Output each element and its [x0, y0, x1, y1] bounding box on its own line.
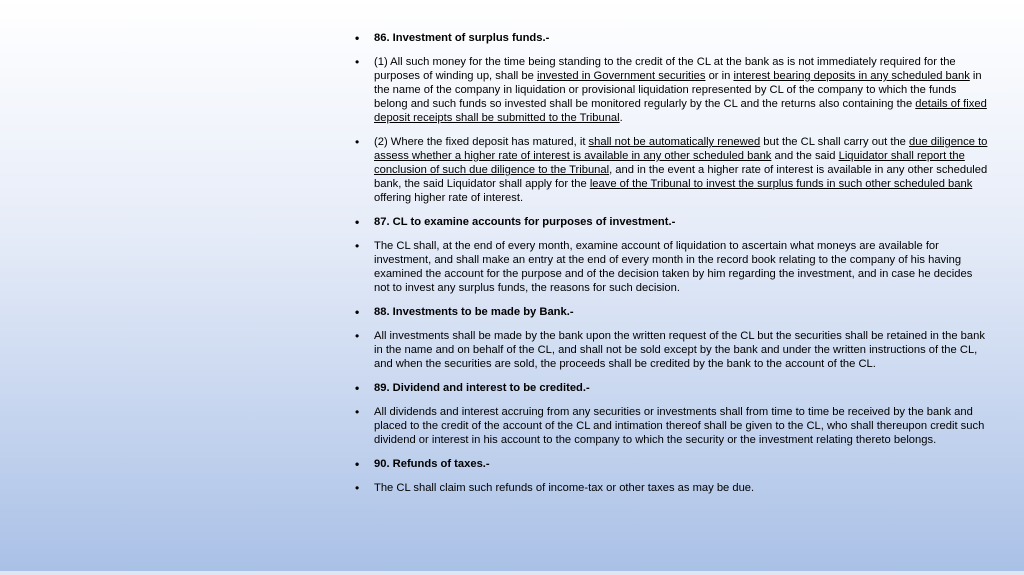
underlined-phrase: due diligence to assess whether a higher rate of interest is available in any other scheduled bank [374, 136, 988, 162]
bullet-icon: • [355, 31, 360, 45]
text-segment: All investments shall be made by the bank upon the written request of the CL but the securities shall be retained in the bank in the name and on behalf of the CL, and shall not be sold except by the bank and under the written instructions of the CL, and when the securities are sold, the proceeds shall be credited by the bank to the account of the CL. [374, 330, 985, 370]
text-segment: 88. Investments to be made by Bank.- [374, 306, 574, 318]
bullet-icon: • [355, 481, 360, 495]
text-segment: offering higher rate of interest. [374, 192, 524, 204]
section-heading [355, 457, 990, 471]
underlined-phrase: shall not be automatically renewed [588, 136, 761, 148]
text-segment: The CL shall claim such refunds of income-tax or other taxes as may be due. [374, 482, 755, 494]
paragraph-item [355, 239, 990, 295]
slide-content [355, 31, 990, 505]
bullet-icon: • [355, 305, 360, 319]
text-segment: (1) All such money for the time being standing to the credit of the CL at the bank as is not immediately required for the purposes of winding up, shall be [374, 56, 956, 82]
bullet-icon: • [355, 457, 360, 471]
underlined-phrase: leave of the Tribunal to invest the surplus funds in such other scheduled bank [589, 178, 973, 190]
section-heading [355, 381, 990, 395]
paragraph-item [355, 55, 990, 125]
text-segment: but the CL shall carry out the [760, 136, 910, 148]
bullet-icon: • [355, 215, 360, 229]
text-segment: in the name of the company in liquidation or provisional liquidation represented by CL of the company to which the funds belong and such funds so invested shall be monitored regularly by the CL and the returns also containing the [374, 70, 982, 110]
text-segment: All dividends and interest accruing from any securities or investments shall from time to time be received by the bank and placed to the credit of the account of the CL and intimation thereof shall be given to the CL, who shall thereupon credit such dividend or interest in his account to the company to which the security or the investment relating thereto belongs. [374, 406, 985, 446]
text-segment: 86. Investment of surplus funds.- [374, 32, 550, 44]
paragraph-item [355, 329, 990, 371]
bullet-icon: • [355, 381, 360, 395]
paragraph-item [355, 135, 990, 205]
bullet-list [355, 31, 990, 495]
paragraph-item [355, 481, 990, 495]
bullet-icon: • [355, 135, 360, 149]
underlined-phrase: interest bearing deposits in any scheduled bank [733, 70, 970, 82]
section-heading [355, 31, 990, 45]
bullet-icon: • [355, 405, 360, 419]
bullet-icon: • [355, 239, 360, 253]
text-segment: . [619, 112, 623, 124]
text-segment: 89. Dividend and interest to be credited.- [374, 382, 590, 394]
bullet-icon: • [355, 55, 360, 69]
text-segment: or in [705, 70, 734, 82]
text-segment: 87. CL to examine accounts for purposes of investment.- [374, 216, 676, 228]
underlined-phrase: invested in Government securities [536, 70, 706, 82]
underlined-phrase: details of fixed deposit receipts shall be submitted to the Tribunal [374, 98, 987, 124]
text-segment: (2) Where the fixed deposit has matured, it [374, 136, 589, 148]
section-heading [355, 215, 990, 229]
text-segment: , and in the event a higher rate of interest is available in any other scheduled bank, the said Liquidator shall apply for the [374, 164, 988, 190]
bottom-strip [0, 571, 1024, 575]
text-segment: and the said [771, 150, 839, 162]
underlined-phrase: Liquidator shall report the conclusion of such due diligence to the Tribunal [374, 150, 965, 176]
bullet-icon: • [355, 329, 360, 343]
text-segment: The CL shall, at the end of every month, examine account of liquidation to ascertain what moneys are available for investment, and shall make an entry at the end of every month in the record book relating to the company of his having examined the account for the purpose and of the decision taken by him regarding the investment, and in case he decides not to invest any surplus funds, the reasons for such decision. [374, 240, 973, 294]
text-segment: 90. Refunds of taxes.- [374, 458, 490, 470]
paragraph-item [355, 405, 990, 447]
section-heading [355, 305, 990, 319]
